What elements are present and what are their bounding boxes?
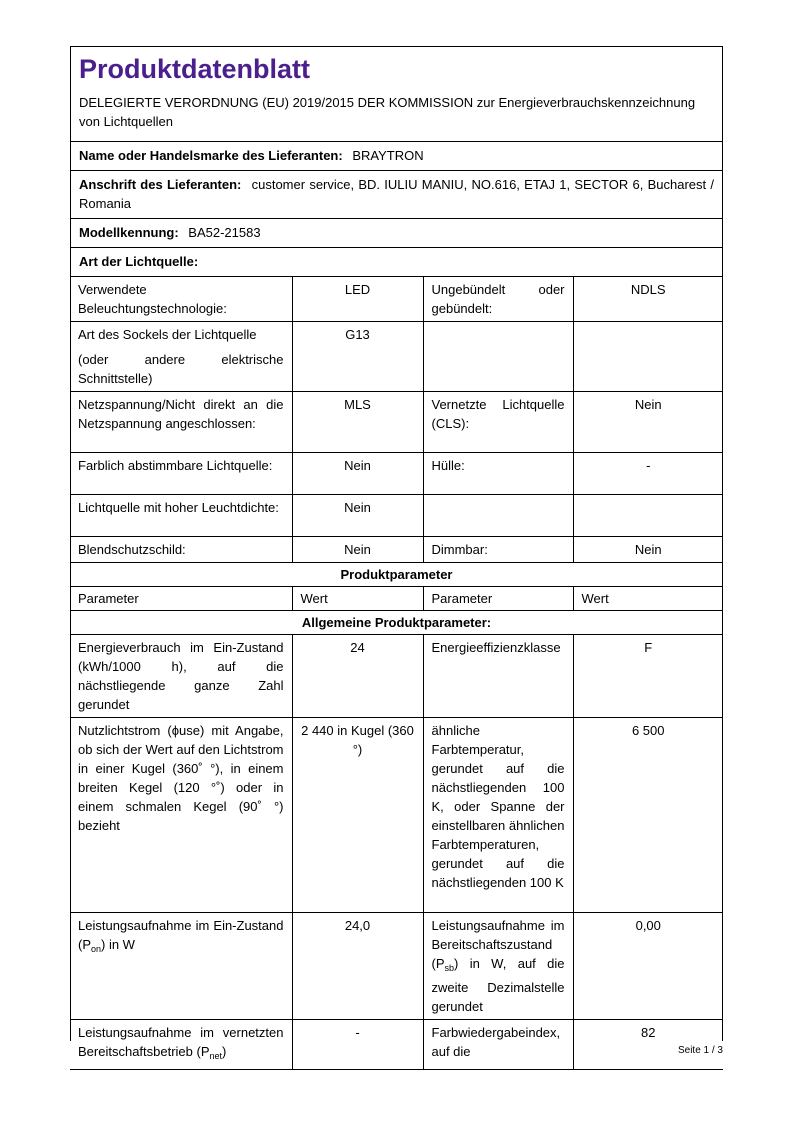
- light-source-type-row: [71, 248, 722, 276]
- supplier-address-row: [71, 171, 722, 219]
- column-header-parameter: Parameter: [423, 587, 573, 611]
- model-row: [71, 219, 722, 248]
- column-header-row: [70, 587, 723, 611]
- supplier-name-value: BRAYTRON: [352, 148, 424, 163]
- useful-flux-label: Nutzlichtstrom (ϕuse) mit Angabe, ob sich der Wert auf den Lichtstrom in einer Kugel (360˚ °), in einem breiten Kegel (120 °˚) oder in einem schmalen Kegel (90˚ °) bezieht: [70, 718, 292, 913]
- networked-standby-value: -: [292, 1020, 423, 1070]
- subsection-header-row: [70, 611, 723, 635]
- table-row: [70, 635, 723, 718]
- table-row: [70, 913, 723, 1020]
- empty-cell: [573, 495, 723, 537]
- title-block: [71, 47, 722, 142]
- page-title: Produktdatenblatt: [79, 54, 311, 84]
- table-row: [70, 392, 723, 453]
- tech-label: Verwendete Beleuchtungstechnologie:: [70, 277, 292, 322]
- directional-value: NDLS: [573, 277, 723, 322]
- page-number: Seite 1 / 3: [677, 1045, 723, 1056]
- anti-glare-value: Nein: [292, 537, 423, 563]
- cri-value: 82: [573, 1020, 723, 1070]
- mains-value: MLS: [292, 392, 423, 453]
- dimmable-label: Dimmbar:: [423, 537, 573, 563]
- section-header-row: [70, 563, 723, 587]
- on-mode-power-value: 24,0: [292, 913, 423, 1020]
- dimmable-value: Nein: [573, 537, 723, 563]
- table-row: [70, 277, 723, 322]
- directional-label: Ungebündelt oder gebündelt:: [423, 277, 573, 322]
- spec-table: [70, 276, 723, 1070]
- light-source-type-label: Art der Lichtquelle:: [79, 254, 199, 269]
- column-header-parameter: Parameter: [70, 587, 292, 611]
- on-mode-power-label: Leistungsaufnahme im Ein-Zustand $(P_{on})$ in W: [70, 913, 292, 1020]
- column-header-value: Wert: [573, 587, 723, 611]
- cap-label: Art des Sockels der Lichtquelle: [78, 327, 257, 342]
- table-row: [70, 1020, 723, 1070]
- cap-label-cell: [70, 322, 292, 392]
- colour-tunable-value: Nein: [292, 453, 423, 495]
- supplier-address-value: customer service, BD. IULIU MANIU, NO.616, ETAJ 1, SECTOR 6, Bucharest / Romania: [79, 177, 714, 211]
- energy-class-value: F: [573, 635, 723, 718]
- useful-flux-value: 2 440 in Kugel (360 °): [292, 718, 423, 913]
- regulation-text: DELEGIERTE VERORDNUNG (EU) 2019/2015 DER KOMMISSION zur Energieverbrauchskennzeichnung von Lichtquellen: [79, 95, 696, 129]
- table-row: [70, 322, 723, 392]
- cct-value: 6 500: [573, 718, 723, 913]
- section-title: Produktparameter: [70, 563, 723, 587]
- energy-consumption-label: Energieverbrauch im Ein-Zustand (kWh/1000 h), auf die nächstliegende ganze Zahl gerundet: [70, 635, 292, 718]
- mains-label: Netzspannung/Nicht direkt an die Netzspannung angeschlossen:: [70, 392, 292, 453]
- table-row: [70, 718, 723, 913]
- model-value: BA52-21583: [188, 225, 261, 240]
- envelope-value: -: [573, 453, 723, 495]
- cap-value: G13: [292, 322, 423, 392]
- high-luminance-value: Nein: [292, 495, 423, 537]
- cls-value: Nein: [573, 392, 723, 453]
- supplier-address-label: Anschrift des Lieferanten:: [79, 177, 242, 192]
- anti-glare-label: Blendschutzschild:: [70, 537, 292, 563]
- empty-cell: [423, 495, 573, 537]
- table-row: [70, 453, 723, 495]
- standby-power-value: 0,00: [573, 913, 723, 1020]
- supplier-name-row: [71, 142, 722, 171]
- empty-cell: [573, 322, 723, 392]
- cri-label: Farbwiedergabeindex, auf die: [423, 1020, 573, 1070]
- column-header-value: Wert: [292, 587, 423, 611]
- energy-class-label: Energieeffizienzklasse: [423, 635, 573, 718]
- supplier-name-label: Name oder Handelsmarke des Lieferanten:: [79, 148, 343, 163]
- energy-consumption-value: 24: [292, 635, 423, 718]
- table-row: [70, 537, 723, 563]
- table-row: [70, 495, 723, 537]
- general-params-title: Allgemeine Produktparameter:: [70, 611, 723, 635]
- networked-standby-label: Leistungsaufnahme im vernetzten Bereitschaftsbetrieb $(P_{net})$: [70, 1020, 292, 1070]
- cap-label-note: (oder andere elektrische Schnittstelle): [78, 352, 284, 386]
- tech-value: LED: [292, 277, 423, 322]
- model-label: Modellkennung:: [79, 225, 179, 240]
- standby-power-label: Leistungsaufnahme im Bereitschaftszustand $(P_{sb})$ in W, auf die zweite Dezimalstelle gerundet: [423, 913, 573, 1020]
- colour-tunable-label: Farblich abstimmbare Lichtquelle:: [70, 453, 292, 495]
- envelope-label: Hülle:: [423, 453, 573, 495]
- cct-label: ähnliche Farbtemperatur, gerundet auf die nächstliegenden 100 K, oder Spanne der einstellbaren ähnlichen Farbtemperaturen, gerundet auf die nächstliegenden 100 K: [423, 718, 573, 913]
- empty-cell: [423, 322, 573, 392]
- high-luminance-label: Lichtquelle mit hoher Leuchtdichte:: [70, 495, 292, 537]
- cls-label: Vernetzte Lichtquelle (CLS):: [423, 392, 573, 453]
